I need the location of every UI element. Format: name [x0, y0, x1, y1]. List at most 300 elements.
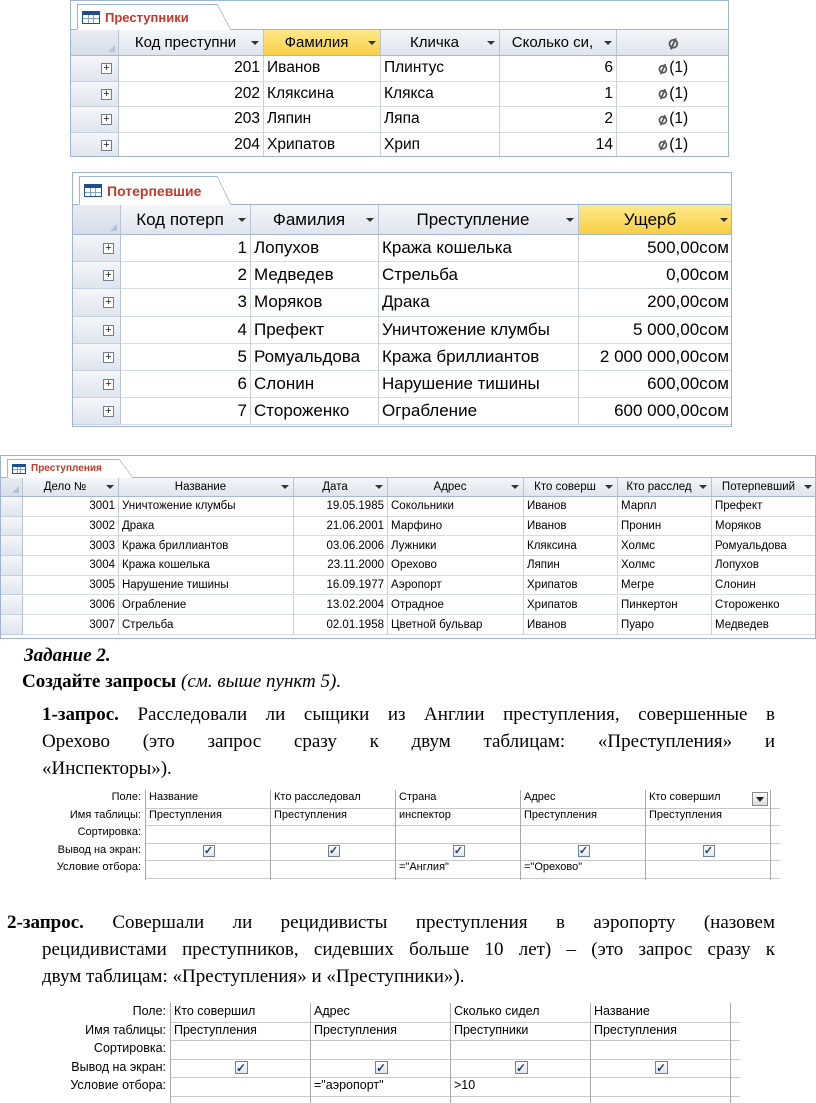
query2-description: Совершали ли рецидивисты преступления в аэропорту (назовем — [83, 912, 775, 933]
cell-value: Ромуальдова — [254, 346, 361, 366]
table-cell[interactable] — [121, 344, 251, 371]
table-cell[interactable] — [294, 517, 388, 537]
query1-description: Расследовали ли сыщики из Англии преступления, совершенные в — [118, 704, 775, 725]
dropdown-arrow-icon[interactable] — [566, 218, 574, 222]
cell-value: Нарушение тишины — [382, 374, 540, 394]
column-header-label: Фамилия — [272, 209, 346, 229]
table-row[interactable] — [71, 133, 728, 158]
expand-plus-icon[interactable]: + — [101, 63, 112, 74]
table-cell[interactable] — [119, 556, 294, 576]
table-cell[interactable] — [579, 344, 732, 371]
cell-value: Кража кошелька — [122, 559, 210, 572]
document-tab-bar — [71, 1, 728, 30]
row-selector[interactable] — [1, 536, 23, 556]
cell-value: 16.09.1977 — [326, 579, 384, 592]
select-all-corner[interactable] — [1, 478, 23, 496]
query-criteria-cell[interactable]: ="Орехово" — [524, 861, 583, 873]
cell-value: Лужники — [391, 539, 437, 552]
table-cell[interactable] — [712, 517, 816, 537]
cell-value: Стрельба — [122, 618, 174, 631]
dropdown-arrow-icon[interactable] — [238, 218, 246, 222]
table-cell[interactable] — [379, 262, 579, 289]
table-cell[interactable] — [121, 235, 251, 262]
cell-value: Кража бриллиантов — [122, 539, 229, 552]
paperclip-icon: ⌀ — [655, 135, 670, 155]
table-cell[interactable] — [712, 497, 816, 517]
table-cell[interactable] — [251, 344, 379, 371]
expand-plus-icon[interactable]: + — [103, 243, 114, 254]
table-cell[interactable] — [500, 56, 617, 82]
table-cell[interactable] — [23, 497, 119, 517]
cell-value: Префект — [715, 500, 763, 513]
table-row[interactable] — [73, 289, 731, 316]
expand-plus-icon[interactable]: + — [101, 114, 112, 125]
column-header-3[interactable] — [381, 30, 500, 55]
column-header-4[interactable] — [579, 205, 732, 234]
row-selector[interactable] — [1, 497, 23, 517]
table-cell[interactable] — [121, 289, 251, 316]
query-row-label: Поле: — [132, 1004, 166, 1018]
column-header-label: Преступление — [416, 209, 530, 229]
table-cell[interactable] — [524, 615, 618, 635]
table-cell[interactable] — [618, 615, 712, 635]
expand-plus-icon[interactable]: + — [103, 270, 114, 281]
query-table-cell[interactable]: Преступники — [454, 1022, 529, 1037]
row-selector[interactable] — [73, 262, 121, 289]
query-column-1[interactable] — [170, 1003, 310, 1103]
query-field-cell[interactable]: Кто совершил — [649, 791, 721, 803]
table-cell[interactable] — [264, 56, 381, 82]
table-cell[interactable] — [119, 497, 294, 517]
cell-value: 3003 — [89, 539, 115, 552]
dropdown-arrow-icon[interactable] — [368, 41, 376, 45]
expand-plus-icon[interactable]: + — [103, 297, 114, 308]
cell-value: 3004 — [89, 559, 115, 572]
table-cell[interactable] — [618, 517, 712, 537]
tab-criminals[interactable] — [77, 4, 217, 30]
query-table-cell[interactable]: Преступления — [274, 808, 347, 821]
cell-value: 6 — [237, 374, 247, 394]
table-cell[interactable] — [579, 262, 732, 289]
table-row[interactable] — [1, 576, 815, 596]
table-cell[interactable] — [119, 133, 264, 158]
table-cell[interactable] — [712, 576, 816, 596]
query-table-cell[interactable]: Преступления — [149, 808, 222, 821]
cell-value: Хрип — [384, 135, 421, 153]
table-cell[interactable] — [379, 289, 579, 316]
table-cell[interactable] — [294, 615, 388, 635]
cell-value: Стрельба — [382, 265, 458, 285]
query-column-3[interactable] — [395, 790, 520, 880]
query-table-cell[interactable]: инспектор — [399, 808, 451, 821]
query-column-3[interactable] — [450, 1003, 590, 1103]
query-field-cell[interactable]: Название — [149, 791, 199, 803]
row-selector[interactable] — [73, 398, 121, 425]
table-row[interactable] — [1, 517, 815, 537]
table-cell[interactable] — [618, 556, 712, 576]
row-selector[interactable] — [1, 615, 23, 635]
grid-edge — [730, 1003, 731, 1103]
cell-value: 4 — [237, 319, 247, 339]
dropdown-arrow-icon[interactable] — [699, 485, 707, 489]
table-cell[interactable] — [617, 82, 729, 108]
column-header-label: Адрес — [433, 481, 467, 493]
table-cell[interactable] — [500, 107, 617, 133]
query-criteria-cell[interactable]: >10 — [454, 1078, 476, 1092]
table-cell[interactable] — [264, 133, 381, 158]
table-cell[interactable] — [381, 82, 500, 108]
row-selector[interactable] — [1, 596, 23, 616]
table-cell[interactable] — [524, 556, 618, 576]
cell-value: Лопухов — [254, 238, 320, 258]
table-cell[interactable] — [121, 317, 251, 344]
table-cell[interactable] — [712, 536, 816, 556]
query-column-5[interactable] — [645, 790, 770, 880]
column-header-1[interactable] — [121, 205, 251, 234]
query2-design-grid — [30, 1003, 735, 1103]
table-cell[interactable] — [121, 371, 251, 398]
show-checkbox[interactable]: ✓ — [655, 1060, 667, 1075]
table-cell[interactable] — [251, 289, 379, 316]
table-cell[interactable] — [251, 371, 379, 398]
query1-text-line1 — [42, 702, 775, 727]
cell-value: Стороженко — [254, 401, 350, 421]
cell-value: Плинтус — [384, 59, 445, 77]
show-checkbox[interactable]: ✓ — [453, 844, 464, 857]
row-selector[interactable] — [73, 235, 121, 262]
cell-value: 5 — [237, 346, 247, 366]
cell-value: Медведев — [715, 618, 769, 631]
column-header-4[interactable] — [500, 30, 617, 55]
row-selector[interactable] — [73, 371, 121, 398]
show-checkbox[interactable]: ✓ — [375, 1060, 387, 1075]
table-icon — [84, 184, 102, 197]
column-header-2[interactable] — [119, 478, 294, 496]
query-column-4[interactable] — [520, 790, 645, 880]
query-table-cell[interactable]: Преступления — [314, 1022, 397, 1037]
cell-value: Префект — [254, 319, 324, 339]
query-criteria-cell[interactable]: ="аэропорт" — [314, 1078, 384, 1092]
query-column-4[interactable] — [590, 1003, 730, 1103]
column-header-1[interactable] — [119, 30, 264, 55]
table-cell[interactable] — [712, 556, 816, 576]
table-cell[interactable] — [381, 133, 500, 158]
cell-value: 02.01.1958 — [326, 618, 384, 631]
instruction-italic: (см. выше пункт 5). — [176, 671, 342, 692]
dropdown-arrow-icon[interactable] — [487, 41, 495, 45]
table-row[interactable] — [1, 497, 815, 517]
table-cell[interactable] — [618, 596, 712, 616]
table-cell[interactable] — [524, 517, 618, 537]
dropdown-arrow-icon[interactable] — [511, 485, 519, 489]
table-row[interactable] — [1, 596, 815, 616]
show-checkbox[interactable]: ✓ — [578, 844, 589, 857]
show-checkbox[interactable]: ✓ — [235, 1060, 247, 1075]
dropdown-arrow-icon[interactable] — [604, 41, 612, 45]
table-cell[interactable] — [251, 317, 379, 344]
cell-value: (1) — [669, 84, 689, 102]
query-field-cell[interactable]: Адрес — [524, 791, 556, 803]
cell-value: 600 000,00сом — [614, 401, 729, 421]
column-header-3[interactable] — [294, 478, 388, 496]
cell-value: 2 000 000,00сом — [599, 346, 729, 366]
cell-value: Ляпин — [527, 559, 560, 572]
table-cell[interactable] — [121, 262, 251, 289]
table-cell[interactable] — [379, 235, 579, 262]
cell-value: Марпл — [621, 500, 657, 513]
table-cell[interactable] — [119, 596, 294, 616]
table-cell[interactable] — [712, 615, 816, 635]
show-checkbox[interactable]: ✓ — [203, 844, 214, 857]
cell-value: 1 — [604, 84, 613, 102]
tab-label: Потерпевшие — [107, 182, 202, 199]
column-header-1[interactable] — [23, 478, 119, 496]
query-field-cell[interactable]: Сколько сидел — [454, 1004, 540, 1018]
table-cell[interactable] — [579, 317, 732, 344]
select-all-corner[interactable] — [71, 30, 119, 55]
query-table-cell[interactable]: Преступления — [524, 808, 597, 821]
table-cell[interactable] — [500, 82, 617, 108]
table-cell[interactable] — [251, 398, 379, 425]
table-cell[interactable] — [388, 497, 524, 517]
paperclip-icon: ⌀ — [655, 58, 670, 78]
table-cell[interactable] — [119, 517, 294, 537]
table-cell[interactable] — [379, 371, 579, 398]
tab-victims[interactable] — [79, 176, 217, 205]
table-cell[interactable] — [712, 596, 816, 616]
dropdown-arrow-icon[interactable] — [375, 485, 383, 489]
table-cell[interactable] — [617, 107, 729, 133]
table-cell[interactable] — [381, 56, 500, 82]
cell-value: 19.05.1985 — [326, 500, 384, 513]
show-checkbox[interactable]: ✓ — [703, 844, 714, 857]
table-cell[interactable] — [388, 596, 524, 616]
table-cell[interactable] — [618, 576, 712, 596]
table-row[interactable] — [73, 262, 731, 289]
expand-plus-icon[interactable]: + — [101, 140, 112, 151]
table-cell[interactable] — [379, 398, 579, 425]
table-cell[interactable] — [388, 576, 524, 596]
document-tab-bar — [73, 173, 731, 205]
query-row-label: Условие отбора: — [70, 1078, 166, 1092]
table-cell[interactable] — [121, 398, 251, 425]
query-row-label: Вывод на экран: — [57, 843, 141, 856]
show-checkbox[interactable]: ✓ — [515, 1060, 527, 1075]
tab-label: Преступники — [105, 9, 189, 25]
table-cell[interactable] — [618, 536, 712, 556]
tab-crimes[interactable] — [7, 459, 119, 478]
cell-value: 3005 — [89, 579, 115, 592]
table-cell[interactable] — [579, 398, 732, 425]
query1-design-grid — [20, 790, 772, 880]
table-row[interactable] — [1, 536, 815, 556]
expand-plus-icon[interactable]: + — [101, 89, 112, 100]
table-cell[interactable] — [379, 344, 579, 371]
column-header-2[interactable] — [251, 205, 379, 234]
expand-plus-icon[interactable]: + — [103, 379, 114, 390]
cell-value: 3001 — [89, 500, 115, 513]
dropdown-arrow-icon[interactable] — [720, 218, 728, 222]
table-cell[interactable] — [617, 56, 729, 82]
dropdown-arrow-icon[interactable] — [106, 485, 114, 489]
row-selector[interactable] — [1, 576, 23, 596]
table-cell[interactable] — [251, 235, 379, 262]
dropdown-arrow-icon[interactable] — [605, 485, 613, 489]
table-row[interactable] — [73, 235, 731, 262]
row-selector[interactable] — [71, 56, 119, 82]
expand-plus-icon[interactable]: + — [103, 325, 114, 336]
table-row[interactable] — [1, 556, 815, 576]
cell-value: Кража бриллиантов — [382, 346, 540, 366]
query-column-1[interactable] — [145, 790, 270, 880]
table-row[interactable] — [73, 398, 731, 425]
dropdown-arrow-icon[interactable] — [366, 218, 374, 222]
column-header-2[interactable] — [264, 30, 381, 55]
cell-value: Ляпа — [384, 110, 420, 128]
expand-plus-icon[interactable]: + — [103, 352, 114, 363]
table-cell[interactable] — [264, 107, 381, 133]
table-cell[interactable] — [579, 371, 732, 398]
table-cell[interactable] — [500, 133, 617, 158]
table-cell[interactable] — [388, 536, 524, 556]
table-cell[interactable] — [251, 262, 379, 289]
table-row[interactable] — [73, 317, 731, 344]
column-header-label: Кто соверш — [534, 481, 596, 493]
table-row[interactable] — [73, 371, 731, 398]
cell-value: 204 — [234, 135, 260, 153]
table-cell[interactable] — [119, 107, 264, 133]
table-cell[interactable] — [23, 576, 119, 596]
cell-value: 201 — [234, 59, 260, 77]
query-table-cell[interactable]: Преступления — [649, 808, 722, 821]
dropdown-arrow-icon[interactable] — [251, 41, 259, 45]
row-selector[interactable] — [71, 82, 119, 108]
table-cell[interactable] — [524, 596, 618, 616]
table-cell[interactable] — [294, 497, 388, 517]
dropdown-arrow-icon[interactable] — [281, 485, 289, 489]
table-cell[interactable] — [264, 82, 381, 108]
row-selector[interactable] — [73, 344, 121, 371]
table-cell[interactable] — [119, 615, 294, 635]
table-cell[interactable] — [294, 576, 388, 596]
table-cell[interactable] — [388, 517, 524, 537]
query-table-cell[interactable]: Преступления — [174, 1022, 257, 1037]
column-header-label: Код преступни — [134, 34, 237, 51]
tab-label: Преступления — [31, 463, 102, 474]
column-header-5[interactable] — [524, 478, 618, 496]
query-criteria-cell[interactable]: ="Англия" — [399, 861, 449, 873]
table-cell[interactable] — [524, 497, 618, 517]
table-cell[interactable] — [23, 517, 119, 537]
show-checkbox[interactable]: ✓ — [328, 844, 339, 857]
paperclip-icon: ⌀ — [655, 109, 670, 129]
select-all-corner[interactable] — [73, 205, 121, 234]
criminals-table-window — [70, 0, 729, 157]
table-cell[interactable] — [119, 536, 294, 556]
column-header-6[interactable] — [618, 478, 712, 496]
expand-plus-icon[interactable]: + — [103, 406, 114, 417]
cell-value: Хрипатов — [527, 579, 578, 592]
cell-value: Кляксина — [267, 84, 335, 102]
cell-value: Холмс — [621, 539, 656, 552]
row-selector[interactable] — [1, 556, 23, 576]
cell-value: 03.06.2006 — [326, 539, 384, 552]
table-cell[interactable] — [119, 82, 264, 108]
query-row-label: Вывод на экран: — [71, 1059, 166, 1074]
table-cell[interactable] — [23, 615, 119, 635]
table-cell[interactable] — [579, 235, 732, 262]
field-dropdown-button[interactable] — [752, 792, 768, 806]
column-header-label: Кличка — [410, 34, 459, 51]
column-header-3[interactable] — [379, 205, 579, 234]
table-cell[interactable] — [381, 107, 500, 133]
table-row[interactable] — [1, 615, 815, 635]
table-row[interactable] — [71, 56, 728, 82]
query2-text-line2: рецидивистами преступников, сидевших больше 10 лет) – (это запрос сразу к — [42, 939, 775, 960]
cell-value: Отрадное — [391, 598, 444, 611]
query-column-2[interactable] — [270, 790, 395, 880]
table-cell[interactable] — [388, 556, 524, 576]
table-row[interactable] — [71, 107, 728, 133]
table-cell[interactable] — [119, 576, 294, 596]
query-table-cell[interactable]: Преступления — [594, 1022, 677, 1037]
table-cell[interactable] — [524, 576, 618, 596]
query-field-cell[interactable]: Адрес — [314, 1004, 350, 1018]
query-field-cell[interactable]: Кто расследовал — [274, 791, 361, 803]
cell-value: Клякса — [384, 84, 434, 102]
row-selector[interactable] — [73, 289, 121, 316]
table-cell[interactable] — [119, 56, 264, 82]
column-header-row — [1, 478, 815, 497]
table-cell[interactable] — [524, 536, 618, 556]
table-cell[interactable] — [617, 133, 729, 158]
row-selector[interactable] — [71, 133, 119, 158]
crimes-table-window — [0, 455, 816, 639]
table-cell[interactable] — [379, 317, 579, 344]
column-header-4[interactable] — [388, 478, 524, 496]
cell-value: Кляксина — [527, 539, 577, 552]
table-cell[interactable] — [23, 596, 119, 616]
row-selector[interactable] — [73, 317, 121, 344]
query-field-cell[interactable]: Страна — [399, 791, 437, 803]
table-cell[interactable] — [294, 596, 388, 616]
row-selector[interactable] — [71, 107, 119, 133]
cell-value: Ограбление — [122, 598, 187, 611]
column-header-5[interactable] — [617, 30, 729, 55]
table-cell[interactable] — [618, 497, 712, 517]
query1-text-line3: «Инспекторы»). — [42, 758, 172, 779]
cell-value: Ляпин — [267, 110, 312, 128]
cell-value: 203 — [234, 110, 260, 128]
query-field-cell[interactable]: Название — [594, 1004, 650, 1018]
row-selector[interactable] — [1, 517, 23, 537]
table-row[interactable] — [73, 344, 731, 371]
table-cell[interactable] — [23, 536, 119, 556]
table-cell[interactable] — [388, 615, 524, 635]
cell-value: (1) — [669, 135, 689, 153]
table-cell[interactable] — [23, 556, 119, 576]
crimes-datasheet — [1, 478, 815, 639]
cell-value: Моряков — [254, 292, 323, 312]
table-cell[interactable] — [579, 289, 732, 316]
column-header-7[interactable] — [712, 478, 816, 496]
dropdown-arrow-icon[interactable] — [804, 485, 812, 489]
query-field-cell[interactable]: Кто совершил — [174, 1004, 256, 1018]
table-cell[interactable] — [294, 556, 388, 576]
table-row[interactable] — [71, 82, 728, 108]
table-cell[interactable] — [294, 536, 388, 556]
query-column-2[interactable] — [310, 1003, 450, 1103]
